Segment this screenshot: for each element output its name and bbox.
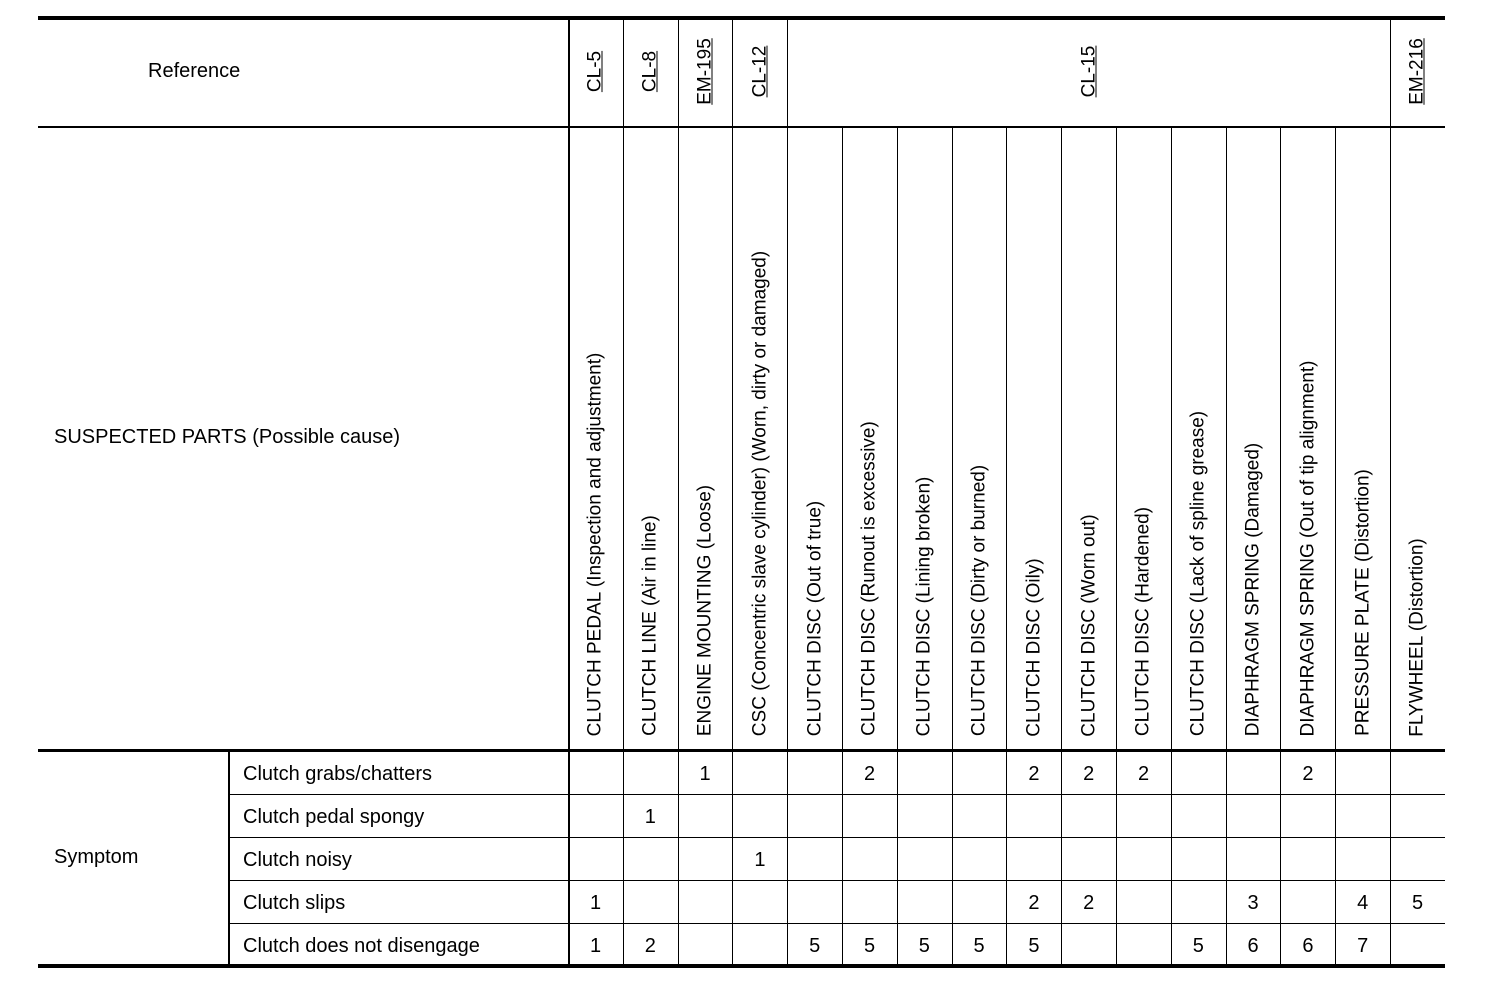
column-divider-7 bbox=[952, 127, 953, 966]
part-header: FLYWHEEL (Distortion) bbox=[1406, 537, 1428, 737]
part-header: DIAPHRAGM SPRING (Out of tip alignment) bbox=[1297, 360, 1319, 736]
priority-cell: 5 bbox=[973, 935, 985, 957]
priority-cell: 5 bbox=[918, 935, 930, 957]
priority-cell: 2 bbox=[863, 763, 876, 785]
priority-cell: 7 bbox=[1357, 935, 1369, 957]
part-header: DIAPHRAGM SPRING (Damaged) bbox=[1242, 442, 1264, 736]
part-header: CLUTCH DISC (Worn out) bbox=[1078, 513, 1100, 737]
part-header: PRESSURE PLATE (Distortion) bbox=[1352, 469, 1374, 736]
part-header: CSC (Concentric slave cylinder) (Worn, dirty or damaged) bbox=[749, 250, 771, 737]
top-rule bbox=[38, 16, 1445, 20]
part-header: CLUTCH DISC (Oily) bbox=[1023, 557, 1045, 737]
symptom-divider-3 bbox=[228, 880, 1445, 881]
priority-cell: 2 bbox=[644, 935, 656, 957]
column-divider-11 bbox=[1171, 127, 1172, 966]
priority-cell: 5 bbox=[1411, 892, 1424, 914]
priority-cell: 6 bbox=[1247, 935, 1259, 957]
priority-cell: 1 bbox=[644, 806, 656, 828]
symptom-divider-1 bbox=[228, 794, 1445, 795]
column-divider-12 bbox=[1226, 127, 1227, 966]
priority-cell: 1 bbox=[589, 935, 602, 957]
part-header: CLUTCH DISC (Dirty or burned) bbox=[968, 464, 990, 737]
reference-label: Reference bbox=[148, 60, 241, 82]
column-divider-label bbox=[568, 18, 570, 966]
priority-cell: 3 bbox=[1247, 892, 1259, 914]
part-header: ENGINE MOUNTING (Loose) bbox=[694, 484, 716, 737]
parts-row-divider bbox=[38, 749, 1445, 752]
column-divider-13 bbox=[1280, 127, 1281, 966]
reference-link[interactable]: EM-216 bbox=[1406, 37, 1428, 105]
priority-cell: 5 bbox=[809, 935, 821, 957]
priority-cell: 6 bbox=[1302, 935, 1314, 957]
column-divider-2 bbox=[678, 18, 679, 966]
priority-cell: 2 bbox=[1083, 763, 1095, 785]
column-divider-4 bbox=[787, 18, 788, 966]
priority-cell: 2 bbox=[1028, 763, 1040, 785]
column-divider-6 bbox=[897, 127, 898, 966]
priority-cell: 2 bbox=[1302, 763, 1314, 785]
symptom-divider-4 bbox=[228, 923, 1445, 924]
bottom-rule bbox=[38, 964, 1445, 968]
priority-cell: 1 bbox=[754, 849, 766, 871]
symptom-row-name: Clutch pedal spongy bbox=[243, 806, 425, 828]
priority-cell: 1 bbox=[699, 763, 711, 785]
column-divider-15 bbox=[1390, 18, 1391, 966]
column-divider-5 bbox=[842, 127, 843, 966]
part-header: CLUTCH DISC (Lining broken) bbox=[913, 476, 935, 736]
part-header: CLUTCH LINE (Air in line) bbox=[639, 515, 661, 736]
symptom-row-name: Clutch slips bbox=[243, 892, 346, 914]
priority-cell: 5 bbox=[1192, 935, 1204, 957]
symptom-row-name: Clutch noisy bbox=[243, 849, 352, 871]
column-divider-14 bbox=[1335, 127, 1336, 966]
part-header: CLUTCH DISC (Out of true) bbox=[804, 500, 826, 737]
symptom-label: Symptom bbox=[54, 846, 139, 868]
part-header: CLUTCH PEDAL (Inspection and adjustment) bbox=[584, 352, 606, 736]
priority-cell: 2 bbox=[1137, 763, 1150, 785]
symptom-divider-2 bbox=[228, 837, 1445, 838]
reference-link[interactable]: EM-195 bbox=[694, 37, 716, 105]
part-header: CLUTCH DISC (Lack of spline grease) bbox=[1187, 410, 1209, 737]
symptom-row-name: Clutch grabs/chatters bbox=[243, 763, 432, 785]
priority-cell: 2 bbox=[1083, 892, 1095, 914]
reference-link[interactable]: CL-15 bbox=[1078, 45, 1100, 97]
symptom-name-divider bbox=[228, 751, 230, 966]
column-divider-9 bbox=[1061, 127, 1062, 966]
priority-cell: 2 bbox=[1028, 892, 1040, 914]
part-header: CLUTCH DISC (Hardened) bbox=[1132, 506, 1154, 737]
reference-row-divider bbox=[38, 126, 1445, 128]
reference-link[interactable]: CL-8 bbox=[639, 50, 661, 92]
priority-cell: 1 bbox=[589, 892, 602, 914]
symptom-row-name: Clutch does not disengage bbox=[243, 935, 480, 957]
reference-link[interactable]: CL-12 bbox=[749, 45, 771, 97]
column-divider-10 bbox=[1116, 127, 1117, 966]
reference-link[interactable]: CL-5 bbox=[584, 50, 606, 92]
part-header: CLUTCH DISC (Runout is excessive) bbox=[858, 421, 880, 736]
suspected-parts-label: SUSPECTED PARTS (Possible cause) bbox=[54, 426, 401, 448]
priority-cell: 4 bbox=[1357, 892, 1369, 914]
troubleshooting-table bbox=[38, 16, 1445, 968]
column-divider-8 bbox=[1006, 127, 1007, 966]
column-divider-3 bbox=[732, 18, 733, 966]
priority-cell: 5 bbox=[1028, 935, 1040, 957]
priority-cell: 5 bbox=[863, 935, 876, 957]
